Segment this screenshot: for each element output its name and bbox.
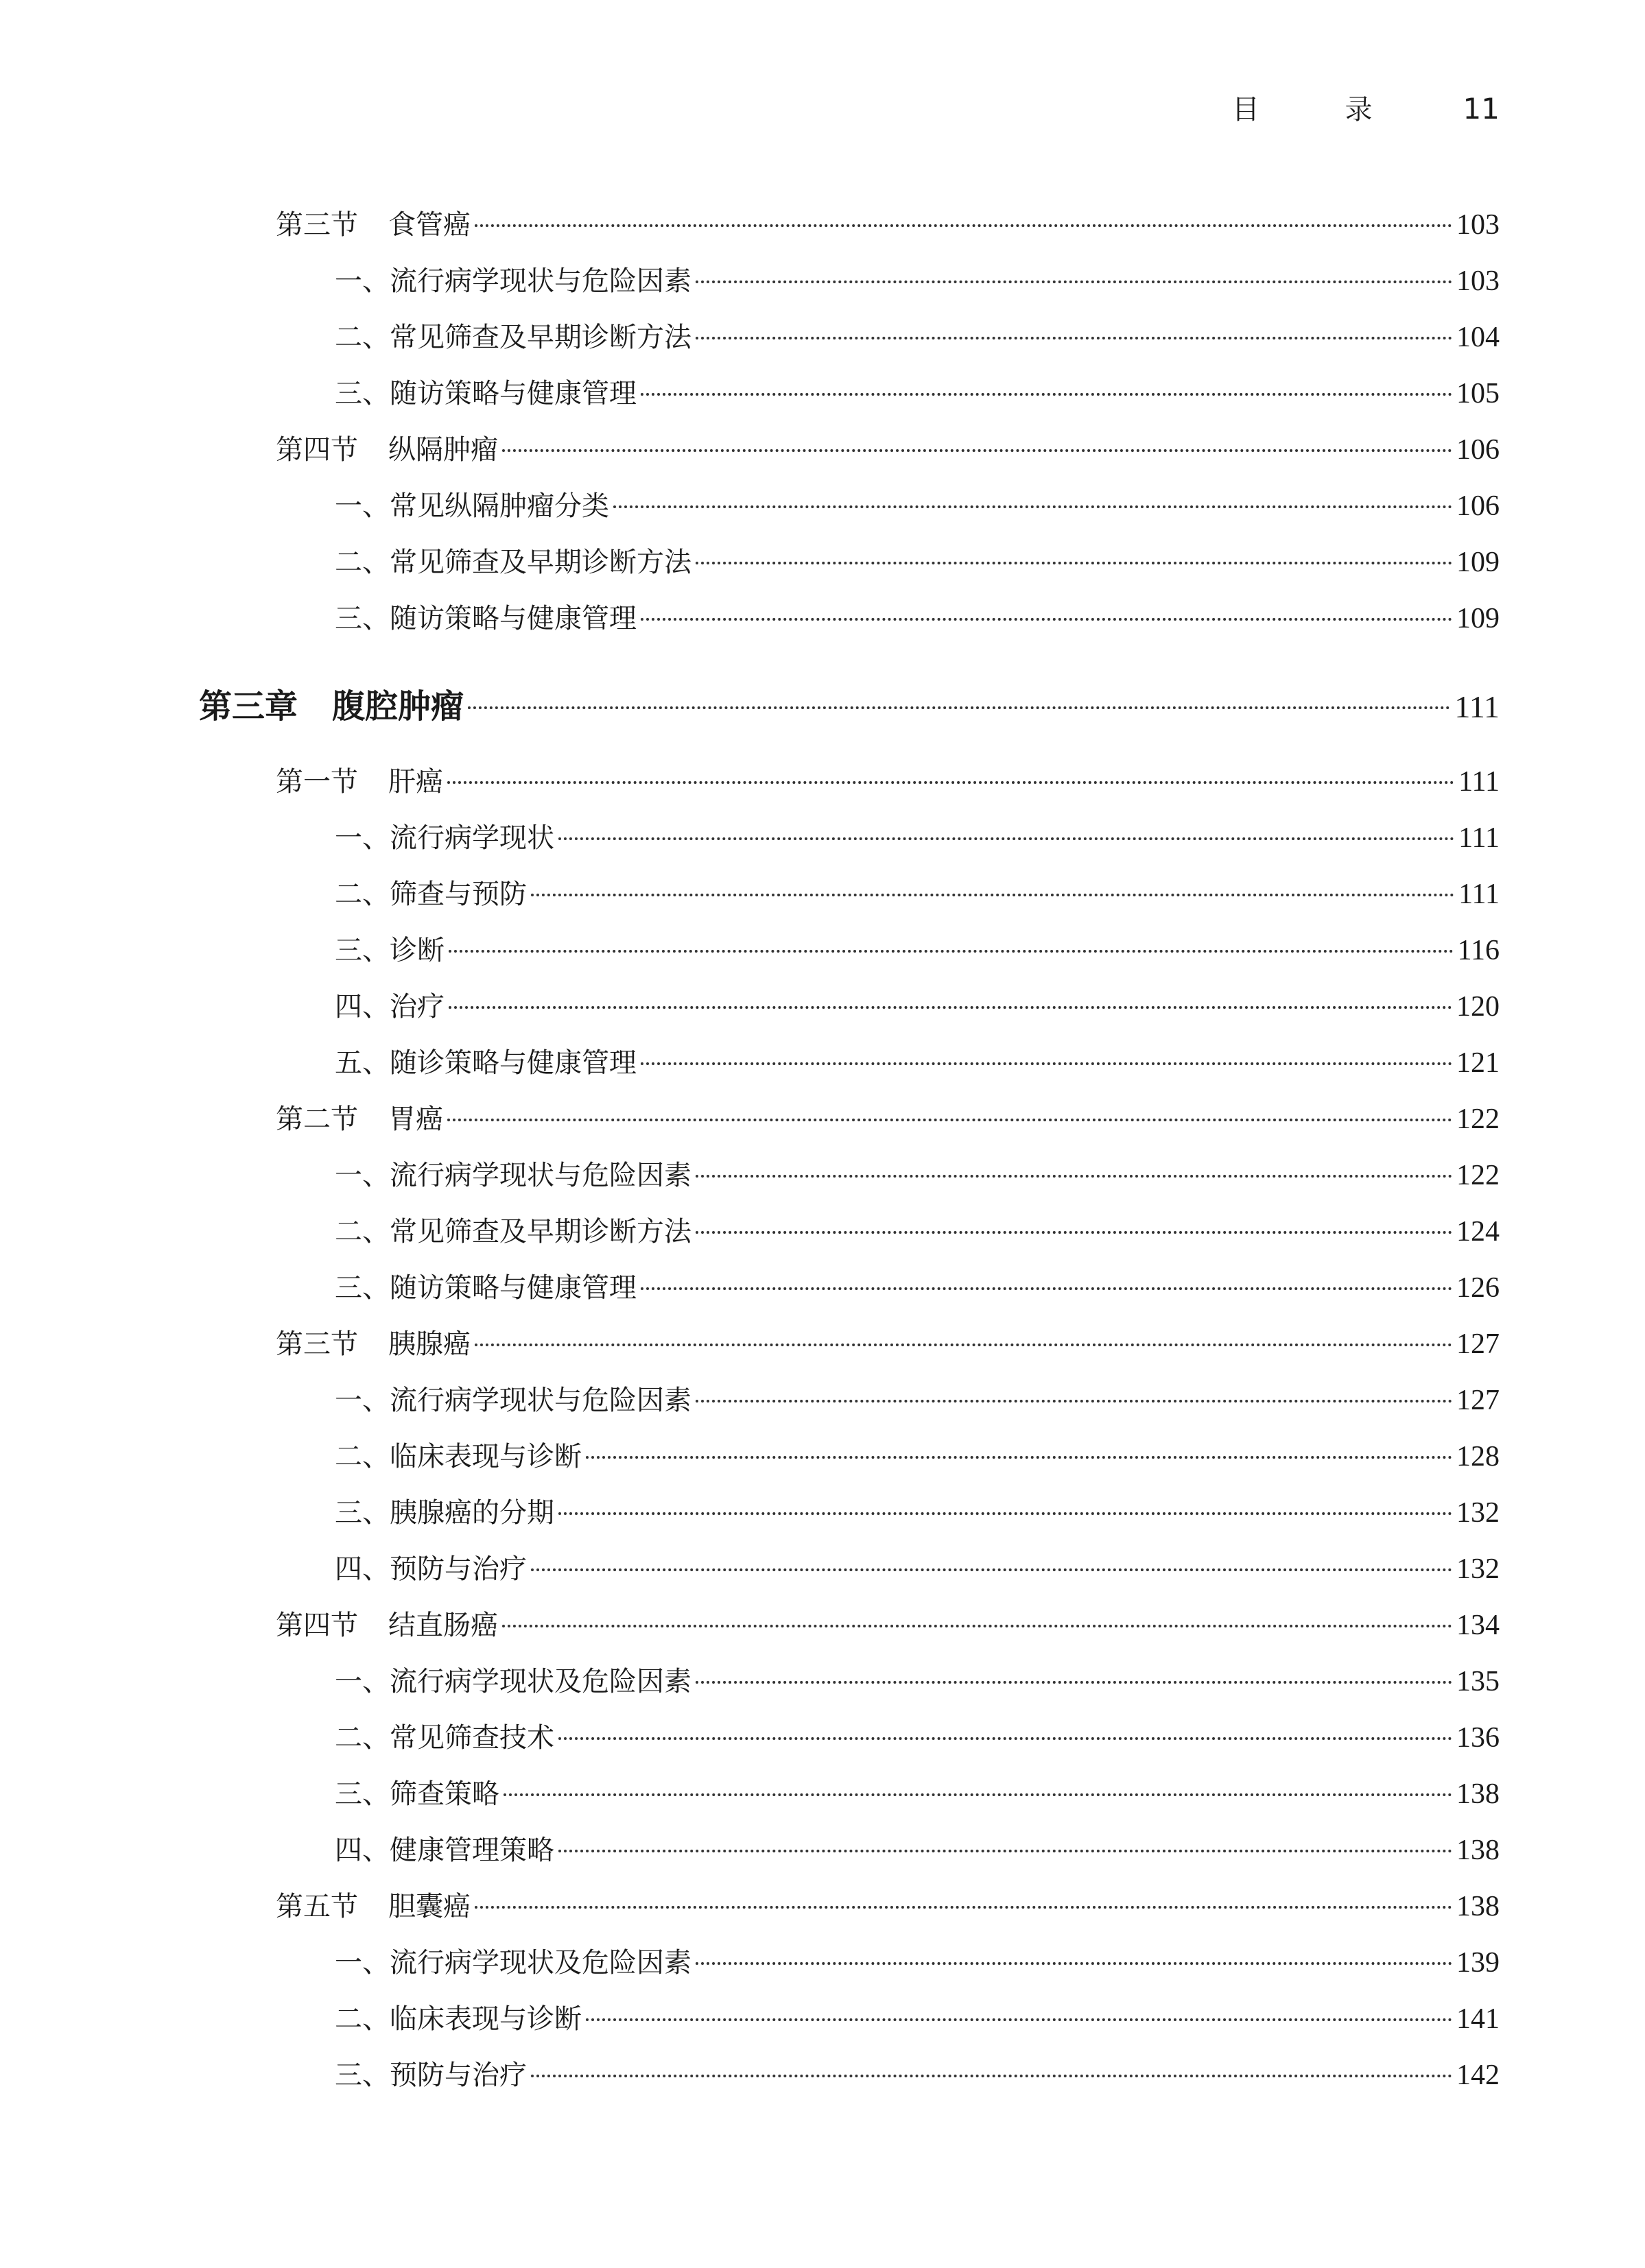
toc-entry-title: 肝癌 [388,766,443,798]
toc-entry-title: 一、流行病学现状与危险因素 [335,265,691,297]
toc-entry-title: 胆囊癌 [388,1891,471,1922]
toc-entry-label [335,543,691,582]
dot-leader [696,337,1452,339]
dot-leader [504,1793,1452,1796]
toc-item-entry[interactable] [335,819,1500,857]
toc-entry-page: 105 [1456,378,1500,409]
dot-leader [449,950,1454,953]
toc-entry-page: 109 [1456,603,1500,634]
toc-entry-title: 二、常见筛查及早期诊断方法 [335,547,691,578]
toc-section-entry[interactable] [276,1887,1500,1926]
dot-leader [558,1850,1452,1852]
toc-entry-title: 二、临床表现与诊断 [335,1441,582,1472]
toc-entry-label [199,684,464,728]
toc-section-entry[interactable] [276,1100,1500,1138]
toc-entry-page: 103 [1456,265,1500,297]
dot-leader [641,1062,1452,1065]
toc-entry-page: 138 [1456,1778,1500,1810]
dot-leader [613,505,1452,508]
dot-leader [696,280,1452,283]
toc-entry-title: 一、流行病学现状及危险因素 [335,1947,691,1979]
toc-entry-title: 一、常见纵隔肿瘤分类 [335,490,609,522]
toc-entry-label [335,1269,637,1307]
toc-item-entry[interactable] [335,1494,1500,1532]
toc-entry-page: 126 [1456,1272,1500,1304]
toc-entry-title: 四、预防与治疗 [335,1553,527,1585]
toc-entry-title: 腹腔肿瘤 [332,687,464,726]
toc-item-entry[interactable] [335,1550,1500,1588]
dot-leader [502,449,1452,452]
toc-entry-page: 138 [1456,1835,1500,1866]
toc-section-entry[interactable] [276,763,1500,801]
toc-entry-page: 122 [1456,1160,1500,1191]
dot-leader [531,1568,1452,1571]
toc-entry-title: 胰腺癌 [388,1328,471,1360]
toc-item-entry[interactable] [335,2000,1500,2038]
toc-item-entry[interactable] [335,374,1500,413]
dot-leader [447,1119,1452,1121]
toc-entry-label [335,1381,691,1420]
toc-entry-title: 一、流行病学现状与危险因素 [335,1160,691,1191]
toc-entry-title: 食管癌 [388,209,471,241]
toc-entry-label [335,1719,554,1757]
toc-entry-title: 三、随访策略与健康管理 [335,603,637,634]
toc-entry-label [276,1887,471,1926]
toc-entry-page: 106 [1456,434,1500,466]
toc-section-entry[interactable] [276,206,1500,244]
toc-item-entry[interactable] [335,599,1500,638]
dot-leader [696,1962,1452,1965]
toc-entry-title: 三、随访策略与健康管理 [335,1272,637,1304]
toc-entry-page: 132 [1456,1497,1500,1529]
dot-leader [696,1681,1452,1684]
dot-leader [586,1456,1452,1459]
toc-entry-title: 五、随诊策略与健康管理 [335,1047,637,1079]
toc-entry-title: 二、常见筛查及早期诊断方法 [335,1216,691,1248]
toc-entry-title: 二、常见筛查及早期诊断方法 [335,322,691,353]
toc-item-entry[interactable] [335,1269,1500,1307]
toc-entry-page: 135 [1456,1666,1500,1697]
dot-leader [586,2018,1452,2021]
toc-item-entry[interactable] [335,1944,1500,1982]
toc-entry-label [335,875,527,914]
section-number: 第三节 [276,1328,358,1360]
toc-section-entry[interactable] [276,431,1500,469]
toc-item-entry[interactable] [335,875,1500,914]
dot-leader [475,224,1452,227]
dot-leader [696,1231,1452,1234]
toc-item-entry[interactable] [335,1213,1500,1251]
dot-leader [696,1400,1452,1402]
toc-item-entry[interactable] [335,1437,1500,1476]
toc-entry-title: 二、筛查与预防 [335,879,527,910]
dot-leader [558,1512,1452,1515]
dot-leader [475,1906,1452,1909]
dot-leader [641,393,1452,396]
toc-entry-label [276,431,498,469]
toc-entry-label [335,1775,499,1813]
section-number: 第三节 [276,209,358,241]
toc-entry-label [335,988,445,1026]
toc-item-entry[interactable] [335,487,1500,525]
toc-entry-page: 109 [1456,547,1500,578]
dot-leader [696,1175,1452,1178]
toc-entry-title: 胃癌 [388,1103,443,1135]
toc-entry-page: 111 [1458,766,1500,798]
toc-entry-title: 三、胰腺癌的分期 [335,1497,554,1529]
toc-entry-label [335,374,637,413]
toc-entry-label [335,1831,554,1870]
page-number: 11 [1463,92,1500,126]
dot-leader [696,562,1452,564]
toc-entry-label [335,819,554,857]
dot-leader [558,1737,1452,1740]
toc-entry-page: 124 [1456,1216,1500,1248]
toc-entry-title: 四、治疗 [335,991,445,1023]
toc-entry-page: 139 [1456,1947,1500,1979]
toc-entry-page: 128 [1456,1441,1500,1472]
toc-section-entry[interactable] [276,1325,1500,1363]
toc-item-entry[interactable] [335,1831,1500,1870]
toc-item-entry[interactable] [335,931,1500,970]
toc-entry-title: 结直肠癌 [388,1610,498,1641]
toc-entry-page: 106 [1456,490,1500,522]
toc-item-entry[interactable] [335,2056,1500,2094]
toc-item-entry[interactable] [335,1719,1500,1757]
toc-entry-label [276,206,471,244]
dot-leader [449,1006,1452,1009]
toc-entry-page: 122 [1456,1103,1500,1135]
toc-entry-label [335,1662,691,1701]
toc-entry-label [335,1213,691,1251]
toc-item-entry[interactable] [335,1156,1500,1195]
toc-item-entry[interactable] [335,1775,1500,1813]
toc-entry-label [335,599,637,638]
toc-entry-page: 111 [1458,822,1500,854]
toc-entry-label [276,763,443,801]
toc-entry-label [335,1550,527,1588]
toc-entry-page: 142 [1456,2060,1500,2091]
toc-item-entry[interactable] [335,1381,1500,1420]
chapter-number: 第三章 [199,687,298,726]
toc-entry-label [335,2056,527,2094]
toc-entry-label [335,931,445,970]
dot-leader [641,1287,1452,1290]
toc-entry-page: 141 [1456,2003,1500,2035]
toc-entry-page: 120 [1456,991,1500,1023]
toc-entry-title: 三、预防与治疗 [335,2060,527,2091]
dot-leader [531,2075,1452,2077]
dot-leader [475,1344,1452,1346]
toc-entry-title: 一、流行病学现状与危险因素 [335,1385,691,1416]
section-number: 第一节 [276,766,358,798]
section-number: 第四节 [276,1610,358,1641]
toc-item-entry[interactable] [335,543,1500,582]
toc-entry-title: 三、诊断 [335,935,445,966]
toc-entry-page: 111 [1454,689,1500,724]
toc-entry-page: 116 [1457,935,1500,966]
toc-entry-page: 111 [1458,879,1500,910]
toc-entry-label [335,1044,637,1082]
toc-item-entry[interactable] [335,1044,1500,1082]
dot-leader [468,706,1450,709]
toc-entry-label [335,1494,554,1532]
toc-entry-title: 二、临床表现与诊断 [335,2003,582,2035]
toc-item-entry[interactable] [335,1662,1500,1701]
running-header [1232,88,1500,127]
toc-entry-page: 121 [1456,1047,1500,1079]
toc-entry-label [335,1437,582,1476]
toc-entry-label [335,487,609,525]
toc-entry-title: 三、随访策略与健康管理 [335,378,637,409]
toc-entry-title: 一、流行病学现状及危险因素 [335,1666,691,1697]
toc-entry-label [276,1606,498,1645]
toc-entry-label [335,262,691,300]
dot-leader [558,837,1454,840]
toc-entry-label [335,2000,582,2038]
dot-leader [447,781,1454,784]
dot-leader [641,618,1452,621]
toc-entry-title: 四、健康管理策略 [335,1835,554,1866]
toc-entry-page: 103 [1456,209,1500,241]
toc-entry-label [335,1156,691,1195]
running-title: 目 录 [1231,94,1411,126]
toc-entry-label [276,1100,443,1138]
dot-leader [531,894,1454,896]
toc-entry-label [335,1944,691,1982]
section-number: 第四节 [276,434,358,466]
toc-entry-title: 三、筛查策略 [335,1778,499,1810]
toc-item-entry[interactable] [335,988,1500,1026]
dot-leader [502,1625,1452,1627]
section-number: 第二节 [276,1103,358,1135]
toc-entry-page: 127 [1456,1328,1500,1360]
toc-entry-page: 136 [1456,1722,1500,1754]
toc-entry-label [276,1325,471,1363]
toc-entry-title: 纵隔肿瘤 [388,434,498,466]
toc-section-entry[interactable] [276,1606,1500,1645]
toc-chapter-entry[interactable] [199,684,1500,728]
toc-entry-page: 104 [1456,322,1500,353]
toc-entry-page: 134 [1456,1610,1500,1641]
toc-item-entry[interactable] [335,318,1500,357]
toc-entry-page: 132 [1456,1553,1500,1585]
toc-entry-page: 127 [1456,1385,1500,1416]
toc-entry-title: 一、流行病学现状 [335,822,554,854]
section-number: 第五节 [276,1891,358,1922]
toc-entry-title: 二、常见筛查技术 [335,1722,554,1754]
toc-entry-label [335,318,691,357]
toc-item-entry[interactable] [335,262,1500,300]
toc-entry-page: 138 [1456,1891,1500,1922]
